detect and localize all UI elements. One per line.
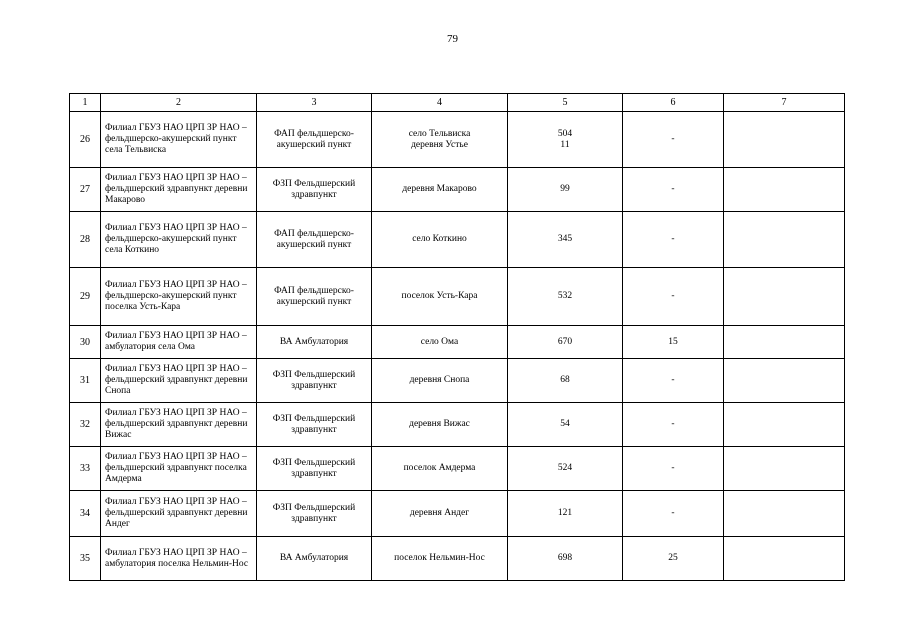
page-number: 79 <box>447 33 458 45</box>
facility-type-cell: ФЗП Фельдшерский здравпункт <box>257 447 372 491</box>
column-7-cell <box>724 168 845 212</box>
facility-type-cell: ВА Амбулатория <box>257 326 372 359</box>
population-cell <box>508 112 623 168</box>
settlement-name: село Тельвиска <box>408 128 471 139</box>
organization-cell: Филиал ГБУЗ НАО ЦРП ЗР НАО – фельдшерско-акушерский пункт села Тельвиска <box>101 112 257 168</box>
facility-type-cell: ФАП фельдшерско-акушерский пункт <box>257 212 372 268</box>
population-value: 698 <box>557 553 573 563</box>
row-number-cell: 31 <box>70 359 101 403</box>
table-row <box>70 212 845 268</box>
settlement-cell <box>372 326 508 359</box>
column-6-cell: 15 <box>623 326 724 359</box>
population-value: 524 <box>557 463 573 473</box>
settlement-cell <box>372 491 508 537</box>
population-cell <box>508 168 623 212</box>
settlement-cell <box>372 168 508 212</box>
column-7-cell <box>724 447 845 491</box>
facilities-table <box>69 93 845 581</box>
population-value: 345 <box>557 234 573 244</box>
organization-cell: Филиал ГБУЗ НАО ЦРП ЗР НАО – амбулатория поселка Нельмин-Нос <box>101 537 257 581</box>
settlement-name: село Ома <box>420 336 459 347</box>
row-number-cell: 33 <box>70 447 101 491</box>
population-cell <box>508 403 623 447</box>
organization-cell: Филиал ГБУЗ НАО ЦРП ЗР НАО – фельдшерский здравпункт деревни Вижас <box>101 403 257 447</box>
population-cell <box>508 326 623 359</box>
column-6-cell: - <box>623 403 724 447</box>
facility-type-cell: ФАП фельдшерско-акушерский пункт <box>257 112 372 168</box>
facility-type-cell: ВА Амбулатория <box>257 537 372 581</box>
row-number-cell: 35 <box>70 537 101 581</box>
table-row <box>70 491 845 537</box>
column-6-cell: 25 <box>623 537 724 581</box>
organization-cell: Филиал ГБУЗ НАО ЦРП ЗР НАО – фельдшерский здравпункт деревни Снопа <box>101 359 257 403</box>
settlement-cell <box>372 112 508 168</box>
population-value: 532 <box>557 291 573 301</box>
population-cell <box>508 268 623 326</box>
population-value: 54 <box>560 419 570 429</box>
settlement-name: деревня Вижас <box>409 419 470 429</box>
settlement-name: деревня Макарово <box>402 184 477 194</box>
table-row <box>70 403 845 447</box>
table-row <box>70 168 845 212</box>
column-7-cell <box>724 268 845 326</box>
population-cell <box>508 491 623 537</box>
column-6-cell: - <box>623 447 724 491</box>
column-6-cell: - <box>623 168 724 212</box>
population-cell <box>508 447 623 491</box>
column-7-cell <box>724 112 845 168</box>
population-value: 121 <box>557 508 573 518</box>
facility-type-cell: ФЗП Фельдшерский здравпункт <box>257 491 372 537</box>
settlement-cell <box>372 359 508 403</box>
population-cell <box>508 359 623 403</box>
settlement-cell <box>372 537 508 581</box>
facility-type-cell: ФАП фельдшерско-акушерский пункт <box>257 268 372 326</box>
column-6-cell: - <box>623 212 724 268</box>
table-row <box>70 537 845 581</box>
column-6-cell: - <box>623 491 724 537</box>
row-number-cell: 34 <box>70 491 101 537</box>
settlement-cell <box>372 403 508 447</box>
population-cell <box>508 537 623 581</box>
organization-cell: Филиал ГБУЗ НАО ЦРП ЗР НАО – фельдшерско-акушерский пункт села Коткино <box>101 212 257 268</box>
settlement-cell <box>372 212 508 268</box>
population-cell <box>508 212 623 268</box>
organization-cell: Филиал ГБУЗ НАО ЦРП ЗР НАО – фельдшерский здравпункт поселка Амдерма <box>101 447 257 491</box>
column-header: 3 <box>257 94 372 112</box>
settlement-cell <box>372 447 508 491</box>
column-7-cell <box>724 359 845 403</box>
organization-cell: Филиал ГБУЗ НАО ЦРП ЗР НАО – амбулатория села Ома <box>101 326 257 359</box>
row-number-cell: 27 <box>70 168 101 212</box>
settlement-name: поселок Усть-Кара <box>401 291 478 301</box>
population-value: 670 <box>557 336 573 347</box>
population-value: 68 <box>560 375 570 385</box>
table-row <box>70 447 845 491</box>
row-number-cell: 30 <box>70 326 101 359</box>
table-row <box>70 326 845 359</box>
organization-cell: Филиал ГБУЗ НАО ЦРП ЗР НАО – фельдшерский здравпункт деревни Андег <box>101 491 257 537</box>
column-6-cell: - <box>623 268 724 326</box>
population-value: 11 <box>560 139 570 150</box>
column-header: 7 <box>724 94 845 112</box>
column-7-cell <box>724 537 845 581</box>
settlement-name: село Коткино <box>412 234 467 244</box>
column-header: 2 <box>101 94 257 112</box>
table-header-row <box>70 94 845 112</box>
organization-cell: Филиал ГБУЗ НАО ЦРП ЗР НАО – фельдшерский здравпункт деревни Макарово <box>101 168 257 212</box>
column-header: 4 <box>372 94 508 112</box>
row-number-cell: 28 <box>70 212 101 268</box>
organization-cell: Филиал ГБУЗ НАО ЦРП ЗР НАО – фельдшерско-акушерский пункт поселка Усть-Кара <box>101 268 257 326</box>
population-value: 504 <box>557 128 573 139</box>
settlement-name: поселок Амдерма <box>403 463 476 473</box>
column-7-cell <box>724 212 845 268</box>
column-header: 1 <box>70 94 101 112</box>
population-value: 99 <box>560 184 570 194</box>
column-6-cell: - <box>623 112 724 168</box>
column-header: 6 <box>623 94 724 112</box>
facility-type-cell: ФЗП Фельдшерский здравпункт <box>257 403 372 447</box>
column-header: 5 <box>508 94 623 112</box>
table-row <box>70 359 845 403</box>
column-7-cell <box>724 491 845 537</box>
settlement-name: деревня Андег <box>409 508 470 518</box>
settlement-cell <box>372 268 508 326</box>
table-row <box>70 112 845 168</box>
column-6-cell: - <box>623 359 724 403</box>
column-7-cell <box>724 403 845 447</box>
column-7-cell <box>724 326 845 359</box>
settlement-name: поселок Нельмин-Нос <box>394 553 485 563</box>
settlement-name: деревня Устье <box>411 139 468 150</box>
row-number-cell: 26 <box>70 112 101 168</box>
settlement-name: деревня Снопа <box>409 375 470 385</box>
table-row <box>70 268 845 326</box>
row-number-cell: 29 <box>70 268 101 326</box>
facility-type-cell: ФЗП Фельдшерский здравпункт <box>257 359 372 403</box>
facility-type-cell: ФЗП Фельдшерский здравпункт <box>257 168 372 212</box>
row-number-cell: 32 <box>70 403 101 447</box>
